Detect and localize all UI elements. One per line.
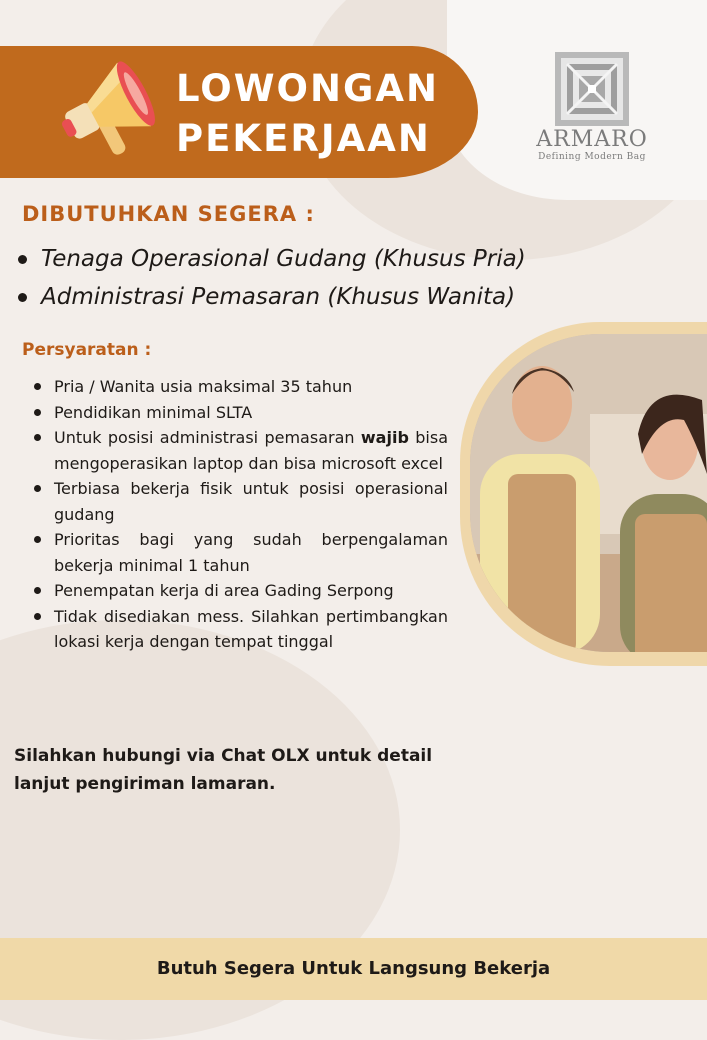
bullet-icon xyxy=(18,293,27,302)
requirement-item: Pria / Wanita usia maksimal 35 tahun xyxy=(32,374,448,400)
requirement-item: Penempatan kerja di area Gading Serpong xyxy=(32,578,448,604)
requirement-text: Untuk posisi administrasi pemasaran xyxy=(54,428,361,447)
contact-line-1: Silahkan hubungi via Chat OLX untuk detail xyxy=(14,746,433,766)
position-item xyxy=(18,278,526,316)
requirement-item: Tidak disediakan mess. Silahkan pertimbangkan lokasi kerja dengan tempat tinggal xyxy=(32,604,448,655)
headline xyxy=(176,64,439,164)
footer-banner xyxy=(0,938,707,1000)
headline-line-2: PEKERJAAN xyxy=(176,117,431,160)
positions-list xyxy=(18,240,526,316)
footer-text: Butuh Segera Untuk Langsung Bekerja xyxy=(156,958,551,979)
armaro-logo xyxy=(527,50,657,166)
contact-line-2: lanjut pengiriman lamaran. xyxy=(14,774,276,794)
requirement-item: Prioritas bagi yang sudah berpengalaman bekerja minimal 1 tahun xyxy=(32,527,448,578)
requirement-item xyxy=(32,425,448,476)
headline-line-1: LOWONGAN xyxy=(176,67,439,110)
workers-photo xyxy=(470,334,707,652)
requirement-text: bisa mengoperasikan laptop dan bisa microsoft excel xyxy=(54,428,448,473)
bullet-icon xyxy=(18,255,27,264)
logo-name: ARMARO xyxy=(536,127,648,152)
needed-title: DIBUTUHKAN SEGERA : xyxy=(22,202,315,226)
logo-tagline: Defining Modern Bag xyxy=(538,152,646,162)
position-label: Tenaga Operasional Gudang (Khusus Pria) xyxy=(41,246,526,272)
logo-mark-icon xyxy=(553,50,631,128)
requirements-list xyxy=(32,374,448,655)
megaphone-icon xyxy=(58,58,162,168)
requirement-item: Terbiasa bekerja fisik untuk posisi operasional gudang xyxy=(32,476,448,527)
contact-note xyxy=(14,742,474,798)
requirements-title: Persyaratan : xyxy=(22,340,152,360)
position-item xyxy=(18,240,526,278)
requirement-item: Pendidikan minimal SLTA xyxy=(32,400,448,426)
workers-illustration xyxy=(470,334,707,652)
position-label: Administrasi Pemasaran (Khusus Wanita) xyxy=(41,284,516,310)
requirement-emphasis: wajib xyxy=(360,428,409,447)
